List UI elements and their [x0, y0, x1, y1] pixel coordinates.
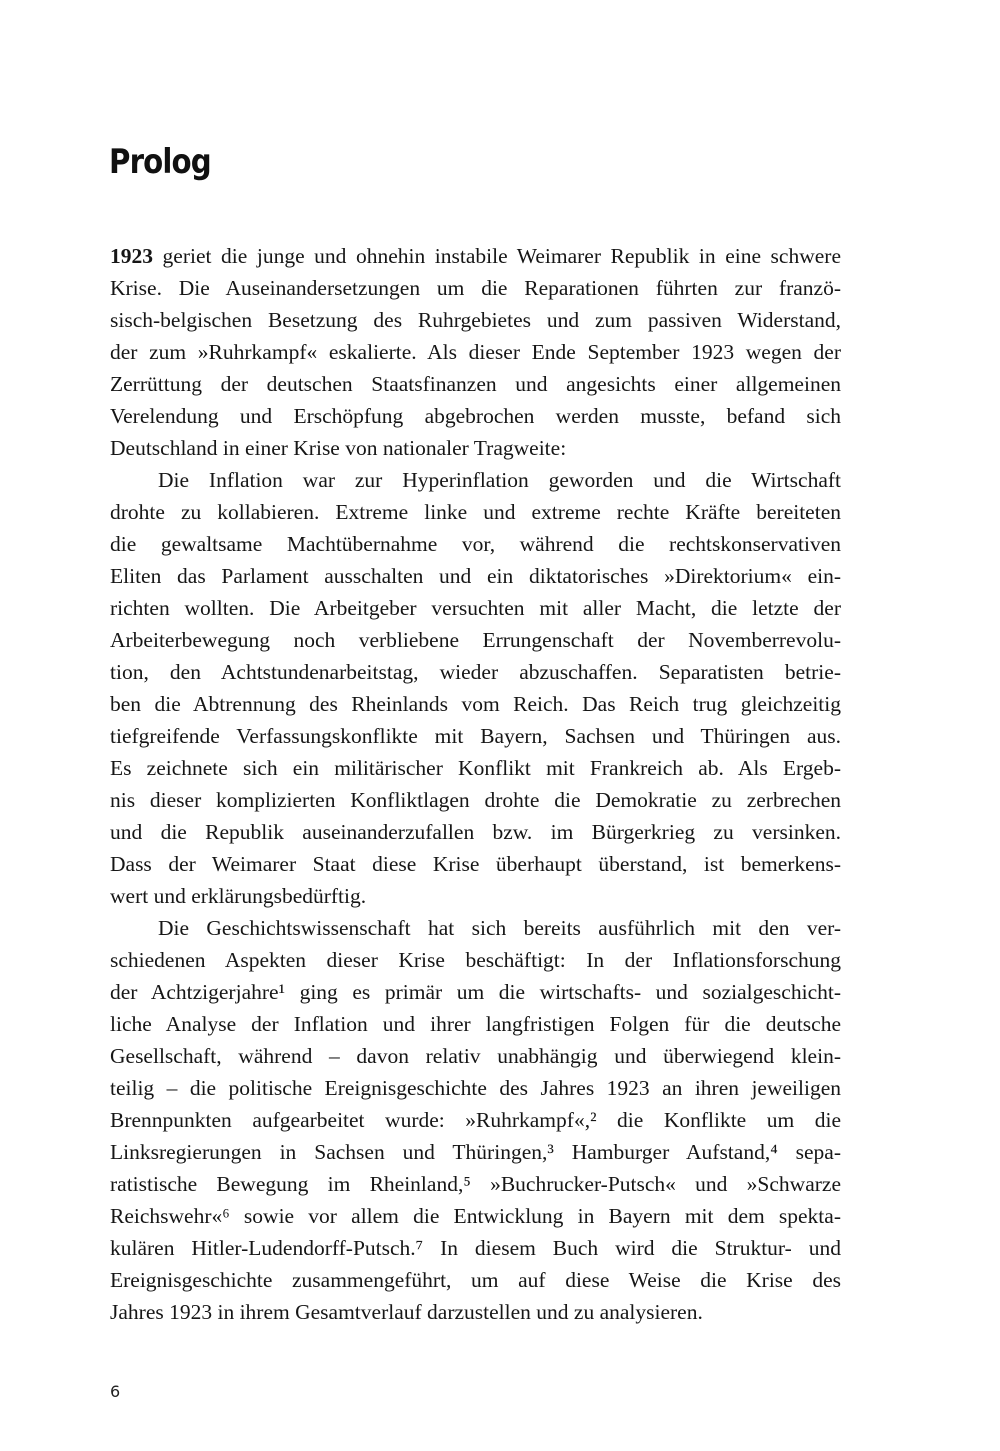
text-line: Die Inflation war zur Hyperinflation geworden und die Wirtschaft: [158, 468, 841, 492]
text-line: Es zeichnete sich ein militärischer Konflikt mit Frankreich ab. Als Ergeb-: [110, 756, 841, 780]
text-line: und die Republik auseinanderzufallen bzw. im Bürgerkrieg zu versinken.: [110, 820, 841, 844]
text-line: Eliten das Parlament ausschalten und ein diktatorisches »Direktorium« ein-: [110, 564, 841, 588]
text-line: der Achtzigerjahre¹ ging es primär um die wirtschafts- und sozialgeschicht-: [110, 980, 841, 1004]
text-line: teilig – die politische Ereignisgeschichte des Jahres 1923 an ihren jeweiligen: [110, 1076, 841, 1100]
lead-year: 1923: [110, 244, 153, 268]
text-line: Linksregierungen in Sachsen und Thüringen,³ Hamburger Aufstand,⁴ sepa-: [110, 1140, 841, 1164]
body-text: [110, 240, 841, 1328]
text-line: Reichswehr«⁶ sowie vor allem die Entwicklung in Bayern mit dem spekta-: [110, 1204, 841, 1228]
text-line: drohte zu kollabieren. Extreme linke und extreme rechte Kräfte bereiteten: [110, 500, 841, 524]
chapter-heading: Prolog: [109, 142, 211, 182]
text-line: Brennpunkten aufgearbeitet wurde: »Ruhrkampf«,² die Konflikte um die: [110, 1108, 841, 1132]
text-line: liche Analyse der Inflation und ihrer langfristigen Folgen für die deutsche: [110, 1012, 841, 1036]
text-line: kulären Hitler-Ludendorff-Putsch.⁷ In diesem Buch wird die Struktur- und: [110, 1236, 841, 1260]
text-line: die gewaltsame Machtübernahme vor, während die rechtskonservativen: [110, 532, 841, 556]
text-line: Die Geschichtswissenschaft hat sich bereits ausführlich mit den ver-: [158, 916, 841, 940]
text-line: der zum »Ruhrkampf« eskalierte. Als dieser Ende September 1923 wegen der: [110, 340, 841, 364]
page-number: 6: [110, 1382, 121, 1401]
text-line: Dass der Weimarer Staat diese Krise überhaupt überstand, ist bemerkens-: [110, 852, 841, 876]
text-line: sisch-belgischen Besetzung des Ruhrgebietes und zum passiven Widerstand,: [110, 308, 841, 332]
text-line: tiefgreifende Verfassungskonflikte mit Bayern, Sachsen und Thüringen aus.: [110, 724, 841, 748]
text-line: Deutschland in einer Krise von nationaler Tragweite:: [110, 436, 567, 460]
text-line: Zerrüttung der deutschen Staatsfinanzen und angesichts einer allgemeinen: [110, 372, 841, 396]
text-line: Krise. Die Auseinandersetzungen um die Reparationen führten zur franzö-: [110, 276, 841, 300]
text-line: nis dieser komplizierten Konfliktlagen drohte die Demokratie zu zerbrechen: [110, 788, 841, 812]
paragraph-3: [110, 912, 841, 1328]
text-line: ratistische Bewegung im Rheinland,⁵ »Buchrucker-Putsch« und »Schwarze: [110, 1172, 841, 1196]
paragraph-1: [110, 240, 841, 464]
text-line: ben die Abtrennung des Rheinlands vom Reich. Das Reich trug gleichzeitig: [110, 692, 841, 716]
text-line: Arbeiterbewegung noch verbliebene Errungenschaft der Novemberrevolu-: [110, 628, 841, 652]
text-line: 1923 geriet die junge und ohnehin instabile Weimarer Republik in eine schwere: [110, 244, 841, 268]
text-line: wert und erklärungsbedürftig.: [110, 884, 367, 908]
text-line: tion, den Achtstundenarbeitstag, wieder abzuschaffen. Separatisten betrie-: [110, 660, 841, 684]
text-line: richten wollten. Die Arbeitgeber versuchten mit aller Macht, die letzte der: [110, 596, 841, 620]
text-line: schiedenen Aspekten dieser Krise beschäftigt: In der Inflationsforschung: [110, 948, 841, 972]
text-line: Gesellschaft, während – davon relativ unabhängig und überwiegend klein-: [110, 1044, 841, 1068]
text-line: Verelendung und Erschöpfung abgebrochen werden musste, befand sich: [110, 404, 841, 428]
text-line: Jahres 1923 in ihrem Gesamtverlauf darzustellen und zu analysieren.: [110, 1300, 703, 1324]
text-line: Ereignisgeschichte zusammengeführt, um auf diese Weise die Krise des: [110, 1268, 841, 1292]
paragraph-2: [110, 464, 841, 912]
